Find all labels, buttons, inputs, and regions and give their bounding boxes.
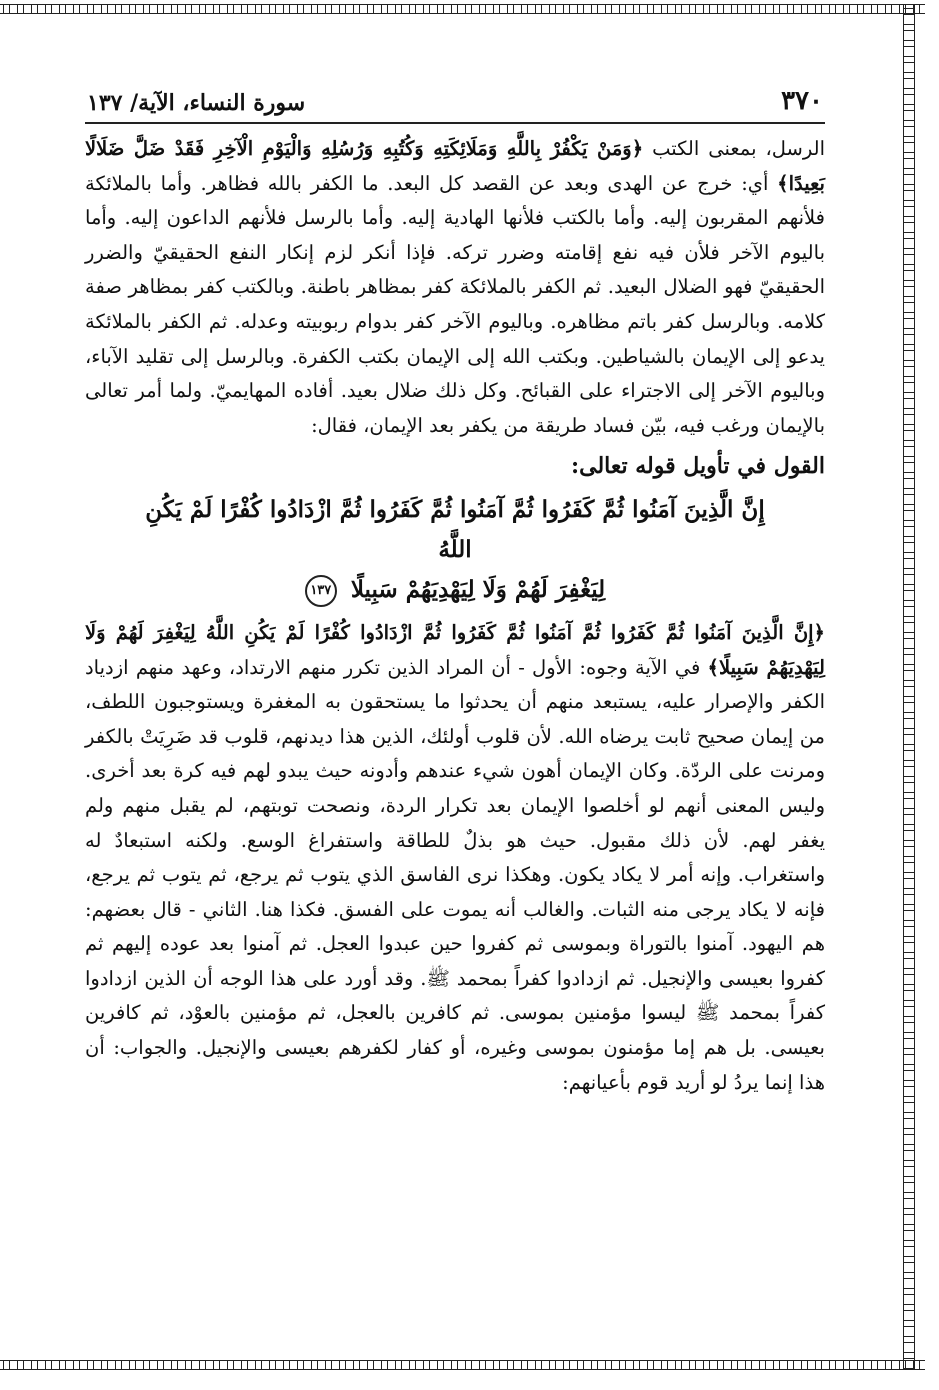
surah-title: سورة النساء، الآية/ ١٣٧ [87,90,306,116]
commentary-text: في الآية وجوه: الأول - أن المراد الذين تكرر منهم الارتداد، وعهد منهم ازدياد الكفر والإصرار عليه، يستبعد منهم أن يحدثوا ما يستحقون به المغفرة ويستوجبون اللطف، من إيمان صحيح ثابت يرضاه الله. لأن قلوب أولئك، الذين هذا ديدنهم، قلوب قد ضَرِيَتْ بالكفر ومرنت على الردّة. وكان الإيمان أهون شيء عندهم وأدونه حيث يبدو لهم فيه كرة بعد أخرى. وليس المعنى أنهم لو أخلصوا الإيمان بعد تكرار الردة، ونصحت توبتهم، لم يقبل منهم ولم يغفر لهم. لأن ذلك مقبول. حيث هو بذلٌ للطاقة واستفراغ الوسع. ولكنه استبعادٌ له واستغراب. وإنه أمر لا يكاد يكون. وهكذا نرى الفاسق الذي يتوب ثم يرجع، ثم يتوب ثم يرجع، فإنه لا يكاد يرجى منه الثبات. والغالب أنه يموت على الفسق. فكذا هنا. الثاني - قال بعضهم: هم اليهود. آمنوا بالتوراة وبموسى ثم كفروا حين عبدوا العجل. ثم آمنوا بعد عوده إليهم ثم كفروا بعيسى والإنجيل. ثم ازدادوا كفراً بمحمد ﷺ. وقد أورد على هذا الوجه أن الذين ازدادوا كفراً بمحمد ﷺ ليسوا مؤمنين بموسى. ثم كافرين بالعجل، ثم مؤمنين بالعوْد، ثم كافرين بعيسى. بل هم إما مؤمنون بموسى وغيره، أو كفار لكفرهم بعيسى والإنجيل. والجواب: أن هذا إنما يردُ لو أريد قوم بأعيانهم: [85,655,825,1094]
commentary-quran-quote: ﴿إِنَّ الَّذِينَ آمَنُوا ثُمَّ كَفَرُوا ثُمَّ آمَنُوا ثُمَّ كَفَرُوا ثُمَّ ازْدَادُوا كُفْرًا لَمْ يَكُنِ اللَّهُ لِيَغْفِرَ لَهُمْ وَلَا لِيَهْدِيَهُمْ سَبِيلًا﴾ [85,620,826,679]
intro-quran-quote: ﴿وَمَنْ يَكْفُرْ بِاللَّهِ وَمَلَائِكَتِهِ وَكُتُبِهِ وَرُسُلِهِ وَالْيَوْمِ الْآخِرِ فَقَدْ ضَلَّ ضَلَالًا بَعِيدًا﴾ [85,137,825,195]
ornamental-border-top [0,4,925,14]
verse-line-1: إِنَّ الَّذِينَ آمَنُوا ثُمَّ كَفَرُوا ثُمَّ آمَنُوا ثُمَّ كَفَرُوا ثُمَّ ازْدَادُوا كُفْرًا لَمْ يَكُنِ اللَّهُ [145,495,765,563]
page-content [85,70,825,1100]
verse-block [125,490,785,610]
commentary-paragraph [85,616,825,1100]
verse-number-marker: ١٣٧ [305,575,337,607]
ornamental-border-right [903,4,915,1370]
intro-after-quote: أي: خرج عن الهدى وبعد عن القصد كل البعد. ما الكفر بالله فظاهر. وأما بالملائكة فلأنهم المقربون إليه. وأما بالكتب فلأنها الهادية إليه. وأما بالرسل فلأنهم الداعون إليه. وأما باليوم الآخر فلأن فيه نفع إقامته وضرر تركه. فإذا أنكر لزم إنكار النفع الحقيقيّ والضرر الحقيقيّ فهو الضلال البعيد. ثم الكفر بالملائكة كفر بمظاهر باطنة. وبالكتب كفر بمظاهر صفة كلامه. وبالرسل كفر باتم مظاهره. وباليوم الآخر كفر بدوام ربوبيته وعدله. ثم الكفر بالملائكة يدعو إلى الإيمان بالشياطين. وبكتب الله إلى الإيمان بكتب الكفرة. وبالرسل إلى تقليد الآباء، وباليوم الآخر إلى الاجتراء على القبائح. وكل ذلك ضلال بعيد. أفاده المهايميّ. ولما أمر تعالى بالإيمان ورغب فيه، بيّن فساد طريقة من يكفر بعد الإيمان، فقال: [85,171,825,437]
section-heading: القول في تأويل قوله تعالى: [571,453,825,480]
intro-paragraph [85,132,825,443]
verse-line-2 [125,570,785,610]
intro-before-quote: الرسل، بمعنى الكتب [652,137,825,160]
page-number: ٣٧٠ [781,86,823,116]
page-header [85,70,825,124]
verse-line-2-text: لِيَغْفِرَ لَهُمْ وَلَا لِيَهْدِيَهُمْ سَبِيلًا [350,575,606,603]
body-text [85,132,825,1100]
ornamental-border-bottom [0,1360,925,1370]
